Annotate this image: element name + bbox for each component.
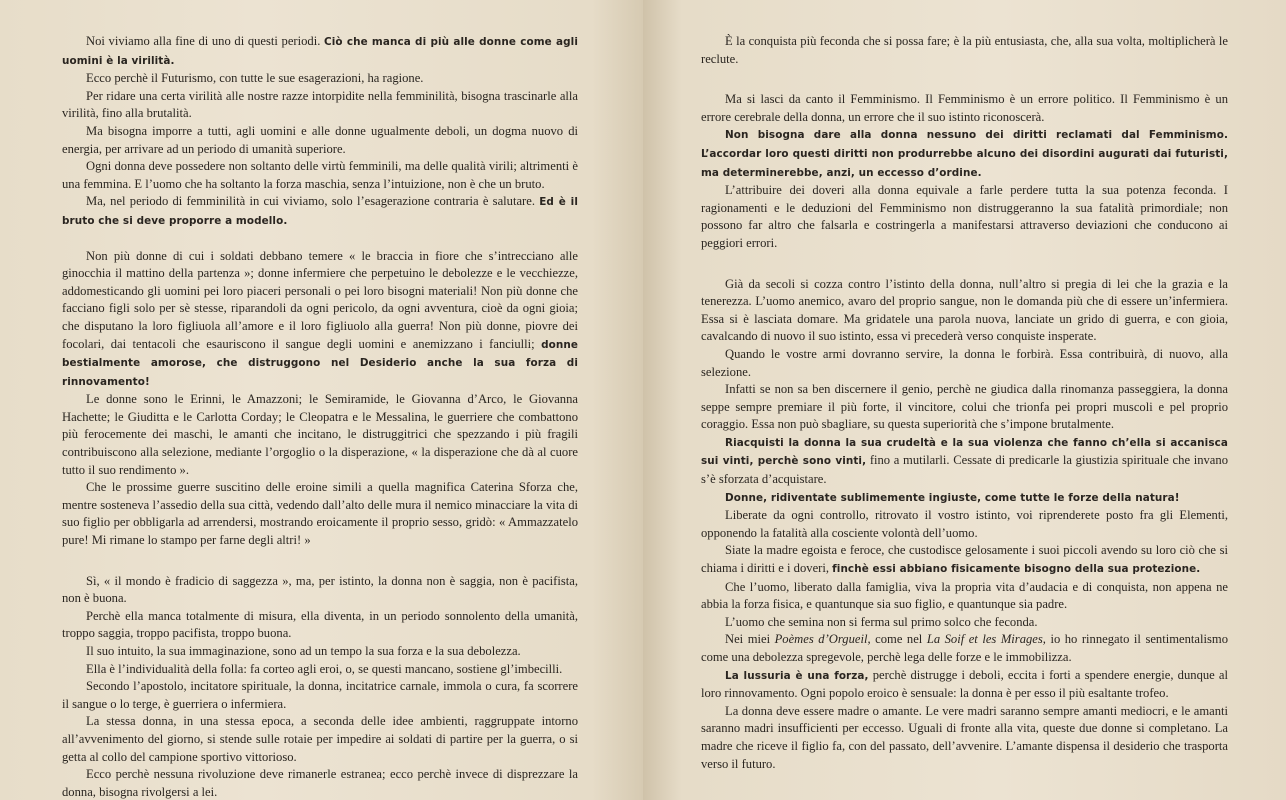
right-paragraph — [701, 434, 1228, 489]
right-paragraph — [701, 91, 1228, 126]
paragraph-text: Secondo l’apostolo, incitatore spirituale, la donna, incitatrice carnale, immola o cura, fa scorrere il sangue o lo terge, è guerriera o infermiera. — [62, 679, 578, 711]
left-paragraph — [62, 33, 578, 70]
left-paragraph — [62, 713, 578, 766]
paragraph-text: Nei miei — [725, 632, 775, 647]
paragraph-text: Ma bisogna imporre a tutti, agli uomini e alle donne ugualmente deboli, un dogma nuovo di energia, per arrivare ad un periodo di umanità superiore. — [62, 123, 578, 156]
left-paragraph — [62, 193, 578, 230]
paragraph-text: fino a mutilarli. Cessate di predicarle la giustizia spirituale che invano s’è sforzata d’acquistare. — [701, 453, 1228, 487]
right-page — [643, 0, 1286, 800]
right-paragraph — [701, 614, 1228, 632]
left-paragraph — [62, 70, 578, 88]
right-page-text — [701, 33, 1228, 773]
paragraph-text: È la conquista più feconda che si possa fare; è la più entusiasta, che, alla sua volta, moltiplicherà le reclute. — [701, 34, 1228, 66]
paragraph-text: Quando le vostre armi dovranno servire, la donna le forbirà. Essa contribuirà, di nuovo, alla selezione. — [701, 346, 1228, 379]
right-paragraph — [701, 489, 1228, 508]
paragraph-text: La donna deve essere madre o amante. Le vere madri saranno sempre amanti mediocri, e le amanti saranno madri insufficienti per eccesso. Uguali di fronte alla vita, queste due donne si completano. La madre che riceve il figlio fa, con del passato, dell’avvenire. L’amante dispensa il desiderio che trasporta verso il futuro. — [701, 703, 1228, 771]
paragraph-text: Che l’uomo, liberato dalla famiglia, viva la propria vita d’audacia e di conquista, non appena ne abbia la forza fisica, e quantunque sia suo figlio, e quantunque sia padre. — [701, 579, 1228, 612]
left-paragraph — [62, 158, 578, 193]
left-paragraph — [62, 678, 578, 713]
left-paragraph — [62, 123, 578, 158]
left-paragraph — [62, 608, 578, 643]
paragraph-text: La stessa donna, in una stessa epoca, a seconda delle idee ambienti, raggruppate intorno all’avvenimento del giorno, si stende sulle rotaie per impedire ai soldati di partire per la guerra, o si getta al collo del campione sportivo vittorioso. — [62, 714, 578, 764]
paragraph-text: L’uomo che semina non si ferma sul primo solco che feconda. — [725, 614, 1038, 629]
right-paragraph — [701, 703, 1228, 773]
paragraph-text: perchè distrugge i deboli, eccita i forti a spendere energie, dunque al loro rinnovamento. Ogni popolo eroico è sensuale: la donna è per esso il più esaltante trofeo. — [701, 667, 1228, 701]
paragraph-text: Il suo intuito, la sua immaginazione, sono ad un tempo la sua forza e la sua debolezza. — [86, 644, 521, 658]
italic-title: La Soif et les Mirages, — [926, 632, 1046, 647]
bold-text: Ciò che manca di più alle donne come agli uomini è la virilità. — [62, 36, 578, 67]
bold-text: Ed è il bruto che si deve proporre a modello. — [62, 196, 578, 227]
left-paragraph — [62, 479, 578, 549]
paragraph-text: L’attribuire dei doveri alla donna equivale a farle perdere tutta la sua potenza feconda. I ragionamenti e le deduzioni del Femminismo non distruggeranno la sua fatalità primordiale; non possono far altro che falsarla e costringerla a manifestarsi attraverso deviazioni che conducono ai peggiori errori. — [701, 183, 1228, 250]
left-paragraph — [62, 766, 578, 800]
paragraph-text: Ogni donna deve possedere non soltanto delle virtù femminili, ma delle qualità virili; altrimenti è una femmina. E l’uomo che ha soltanto la forza maschia, senza l’intuizione, non è che un bruto. — [62, 159, 578, 191]
paragraph-text: Ecco perchè il Futurismo, con tutte le sue esagerazioni, ha ragione. — [86, 71, 424, 86]
paragraph-text: Che le prossime guerre suscitino delle eroine simili a quella magnifica Caterina Sforza che, mentre sosteneva l’assedio della sua città, vedendo dall’alto delle mura il nemico minacciare la vita di suo figlio per obbligarla ad arrendersi, mostrando eroicamente il proprio sesso, gridò: « Ammazzatelo pure! Mi rimane lo stampo per farne degli altri! » — [62, 480, 578, 548]
bold-text: Non bisogna dare alla donna nessuno dei diritti reclamati dal Femminismo. L’accordar loro questi diritti non produrrebbe alcuno dei disordini augurati dai futuristi, ma determinerebbe, anzi, un eccesso d’ordine. — [701, 129, 1228, 179]
right-paragraph — [701, 631, 1228, 666]
paragraph-text: Siate la madre egoista e feroce, che custodisce gelosamente i suoi piccoli avendo su loro ciò che si chiama i diritti e i doveri, — [701, 543, 1228, 576]
right-paragraph — [701, 381, 1228, 434]
left-paragraph — [62, 248, 578, 392]
right-paragraph — [701, 126, 1228, 182]
left-paragraph — [62, 661, 578, 679]
paragraph-text: Perchè ella manca totalmente di misura, ella diventa, in un periodo sonnolento della umanità, troppo saggia, troppo pacifista, troppo buona. — [62, 608, 578, 641]
bold-text: Riacquisti la donna la sua crudeltà e la sua violenza che fanno ch’ella si accanisca sui vinti, perchè sono vinti, — [701, 436, 1228, 468]
left-paragraph — [62, 573, 578, 608]
left-paragraph — [62, 88, 578, 123]
left-page-text — [62, 33, 578, 800]
italic-title: Poèmes d’Orgueil, — [774, 632, 871, 647]
right-paragraph — [701, 579, 1228, 614]
paragraph-text: Infatti se non sa ben discernere il genio, perchè ne giudica dalla rinomanza passeggiera, la donna seppe sempre premiare il più forte, il vincitore, colui che trionfa pei propri muscoli e pel proprio coraggio. Essa non può sbagliare, su questa superiorità che s’impone brutalmente. — [701, 382, 1228, 432]
left-paragraph — [62, 643, 578, 661]
right-paragraph — [701, 276, 1228, 346]
right-paragraph — [701, 667, 1228, 703]
bold-text: donne bestialmente amorose, che distruggono nel Desiderio anche la sua forza di rinnovamento! — [62, 338, 578, 388]
paragraph-text: come nel — [870, 632, 927, 647]
right-paragraph — [701, 346, 1228, 381]
bold-text: La lussuria è una forza, — [725, 669, 869, 682]
paragraph-text: Noi viviamo alla fine di uno di questi periodi. — [86, 34, 324, 48]
right-paragraph — [701, 182, 1228, 252]
left-paragraph — [62, 391, 578, 479]
paragraph-text: Non più donne di cui i soldati debbano temere « le braccia in fiore che s’intrecciano alle ginocchia il mattino della partenza »; donne infermiere che perpetuino le debolezze e le vecchiezze, addomesticando gli uomini pei loro piaceri personali o pei loro bisogni materiali! Non più donne che facciano figli solo per sè stesse, riparandoli da ogni pericolo, da ogni avventura, cioè da ogni gioia; che disputano la loro figliuola all’amore e il loro figliuolo alla guerra! Non più donne, piovre dei focolari, dai tentacoli che esauriscono il sangue degli uomini e anemizzano i fanciulli; — [62, 248, 578, 351]
right-paragraph — [701, 542, 1228, 578]
paragraph-text: Le donne sono le Erinni, le Amazzoni; le Semiramide, le Giovanna d’Arco, le Giovanna Hachette; le Giuditta e le Carlotta Corday; le Cleopatra e le Messalina, le guerriere che combattono più ferocemente dei maschi, le amanti che incitano, le distruggitrici che spezzando i più fragili contribuiscono alla selezione, mediante l’orgoglio o la disperazione, « la disperazione che dà al cuore tutto il suo rendimento ». — [62, 392, 578, 477]
right-paragraph — [701, 33, 1228, 68]
paragraph-text: Liberate da ogni controllo, ritrovato il vostro istinto, voi riprenderete posto fra gli Elementi, opponendo la fatalità alla cosciente volontà dell’uomo. — [701, 508, 1228, 540]
bold-text: finchè essi abbiano fisicamente bisogno della sua protezione. — [832, 563, 1201, 576]
paragraph-text: Sì, « il mondo è fradicio di saggezza », ma, per istinto, la donna non è saggia, non è pacifista, non è buona. — [62, 573, 578, 606]
paragraph-text: io ho rinnegato il sentimentalismo come una debolezza spregevole, perchè lega delle forze e le immobilizza. — [701, 632, 1228, 664]
paragraph-text: Già da secoli si cozza contro l’istinto della donna, null’altro si pregia di lei che la grazia e la tenerezza. L’uomo anemico, avaro del proprio sangue, non le domanda più che di essere un’infermiera. Essa si è lasciata domare. Ma gridatele una parola nuova, lanciate un grido di guerra, e con gioia, cavalcando di nuovo il suo istinto, essa vi precederà verso conquiste insperate. — [701, 276, 1228, 344]
paragraph-text: Ma si lasci da canto il Femminismo. Il Femminismo è un errore politico. Il Femminismo è un errore cerebrale della donna, un errore che il suo istinto riconoscerà. — [701, 92, 1228, 124]
bold-text: Donne, ridiventate sublimemente ingiuste, come tutte le forze della natura! — [725, 491, 1180, 504]
paragraph-text: Ma, nel periodo di femminilità in cui viviamo, solo l’esagerazione contraria è salutare. — [86, 194, 540, 209]
paragraph-text: Ella è l’individualità della folla: fa corteo agli eroi, o, se questi mancano, sostiene gl’imbecilli. — [86, 661, 563, 676]
paragraph-text: Per ridare una certa virilità alle nostre razze intorpidite nella femminilità, bisogna trascinarle alla virilità, fino alla brutalità. — [62, 88, 578, 121]
right-paragraph — [701, 507, 1228, 542]
paragraph-text: Ecco perchè nessuna rivoluzione deve rimanerle estranea; ecco perchè invece di disprezzare la donna, bisogna rivolgersi a lei. — [62, 767, 578, 799]
